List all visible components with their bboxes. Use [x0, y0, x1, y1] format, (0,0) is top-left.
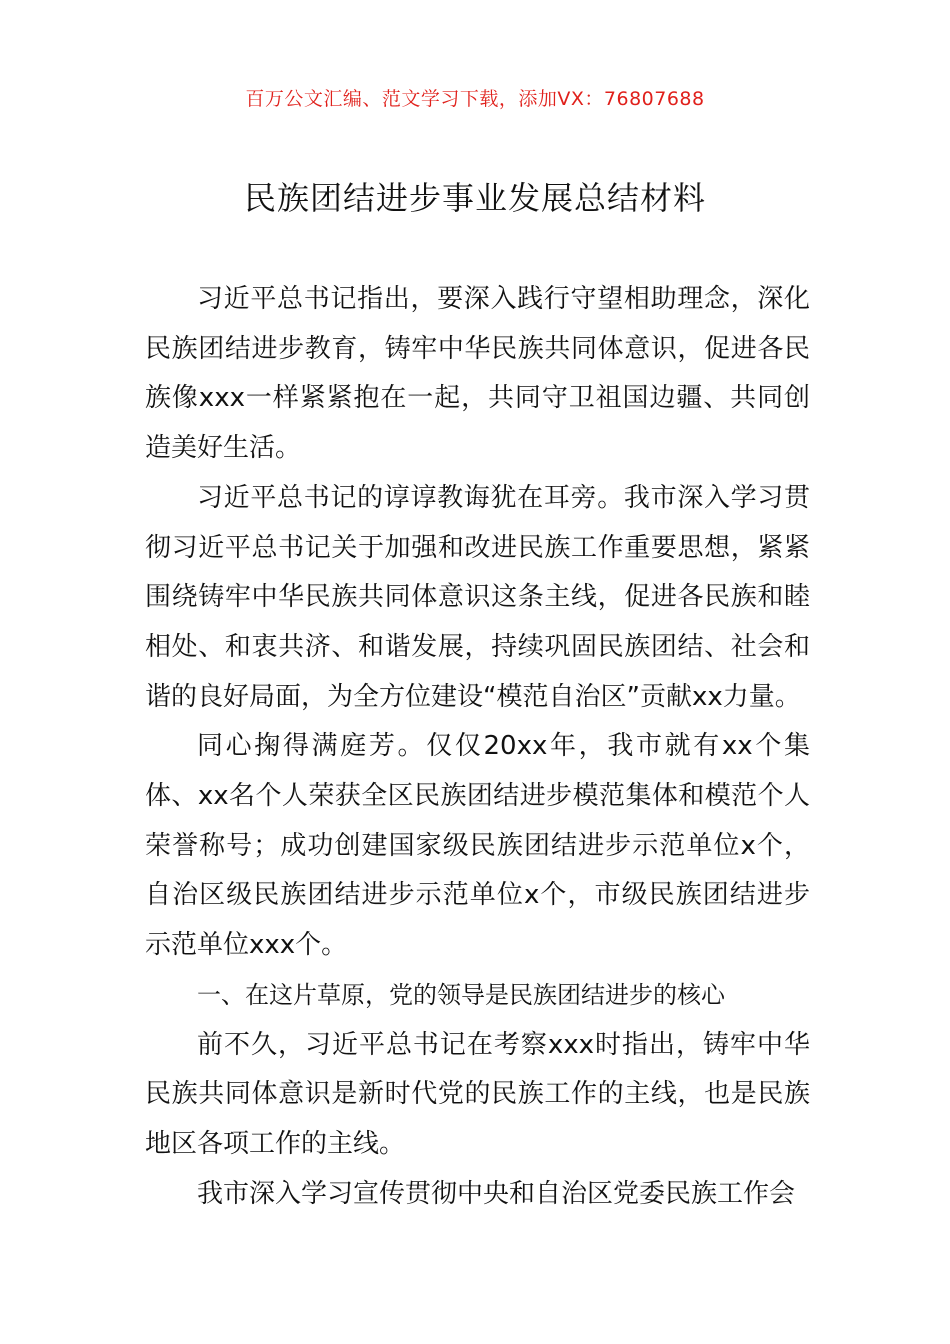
- paragraph-3: 同心掬得满庭芳。仅仅20xx年，我市就有xx个集体、xx名个人荣获全区民族团结进步模范集体和模范个人荣誉称号；成功创建国家级民族团结进步示范单位x个，自治区级民族团结进步示范单位x个，市级民族团结进步示范单位xxx个。: [145, 731, 810, 961]
- section-heading: 一、在这片草原，党的领导是民族团结进步的核心: [197, 980, 725, 1009]
- paragraph-1: 习近平总书记指出，要深入践行守望相助理念，深化民族团结进步教育，铸牢中华民族共同体意识，促进各民族像xxx一样紧紧抱在一起，共同守卫祖国边疆、共同创造美好生活。: [145, 284, 810, 464]
- paragraph-2: 习近平总书记的谆谆教诲犹在耳旁。我市深入学习贯彻习近平总书记关于加强和改进民族工作重要思想，紧紧围绕铸牢中华民族共同体意识这条主线，促进各民族和睦相处、和衷共济、和谐发展，持续巩固民族团结、社会和谐的良好局面，为全方位建设“模范自治区”贡献xx力量。: [145, 482, 810, 712]
- document-title: 民族团结进步事业发展总结材料: [243, 179, 706, 217]
- document-body: [145, 275, 810, 1219]
- paragraph-4: 前不久，习近平总书记在考察xxx时指出，铸牢中华民族共同体意识是新时代党的民族工作的主线，也是民族地区各项工作的主线。: [145, 1029, 810, 1159]
- paragraph-5: 我市深入学习宣传贯彻中央和自治区党委民族工作会: [197, 1178, 796, 1209]
- watermark-text: 百万公文汇编、范文学习下载，添加VX：76807688: [245, 88, 705, 110]
